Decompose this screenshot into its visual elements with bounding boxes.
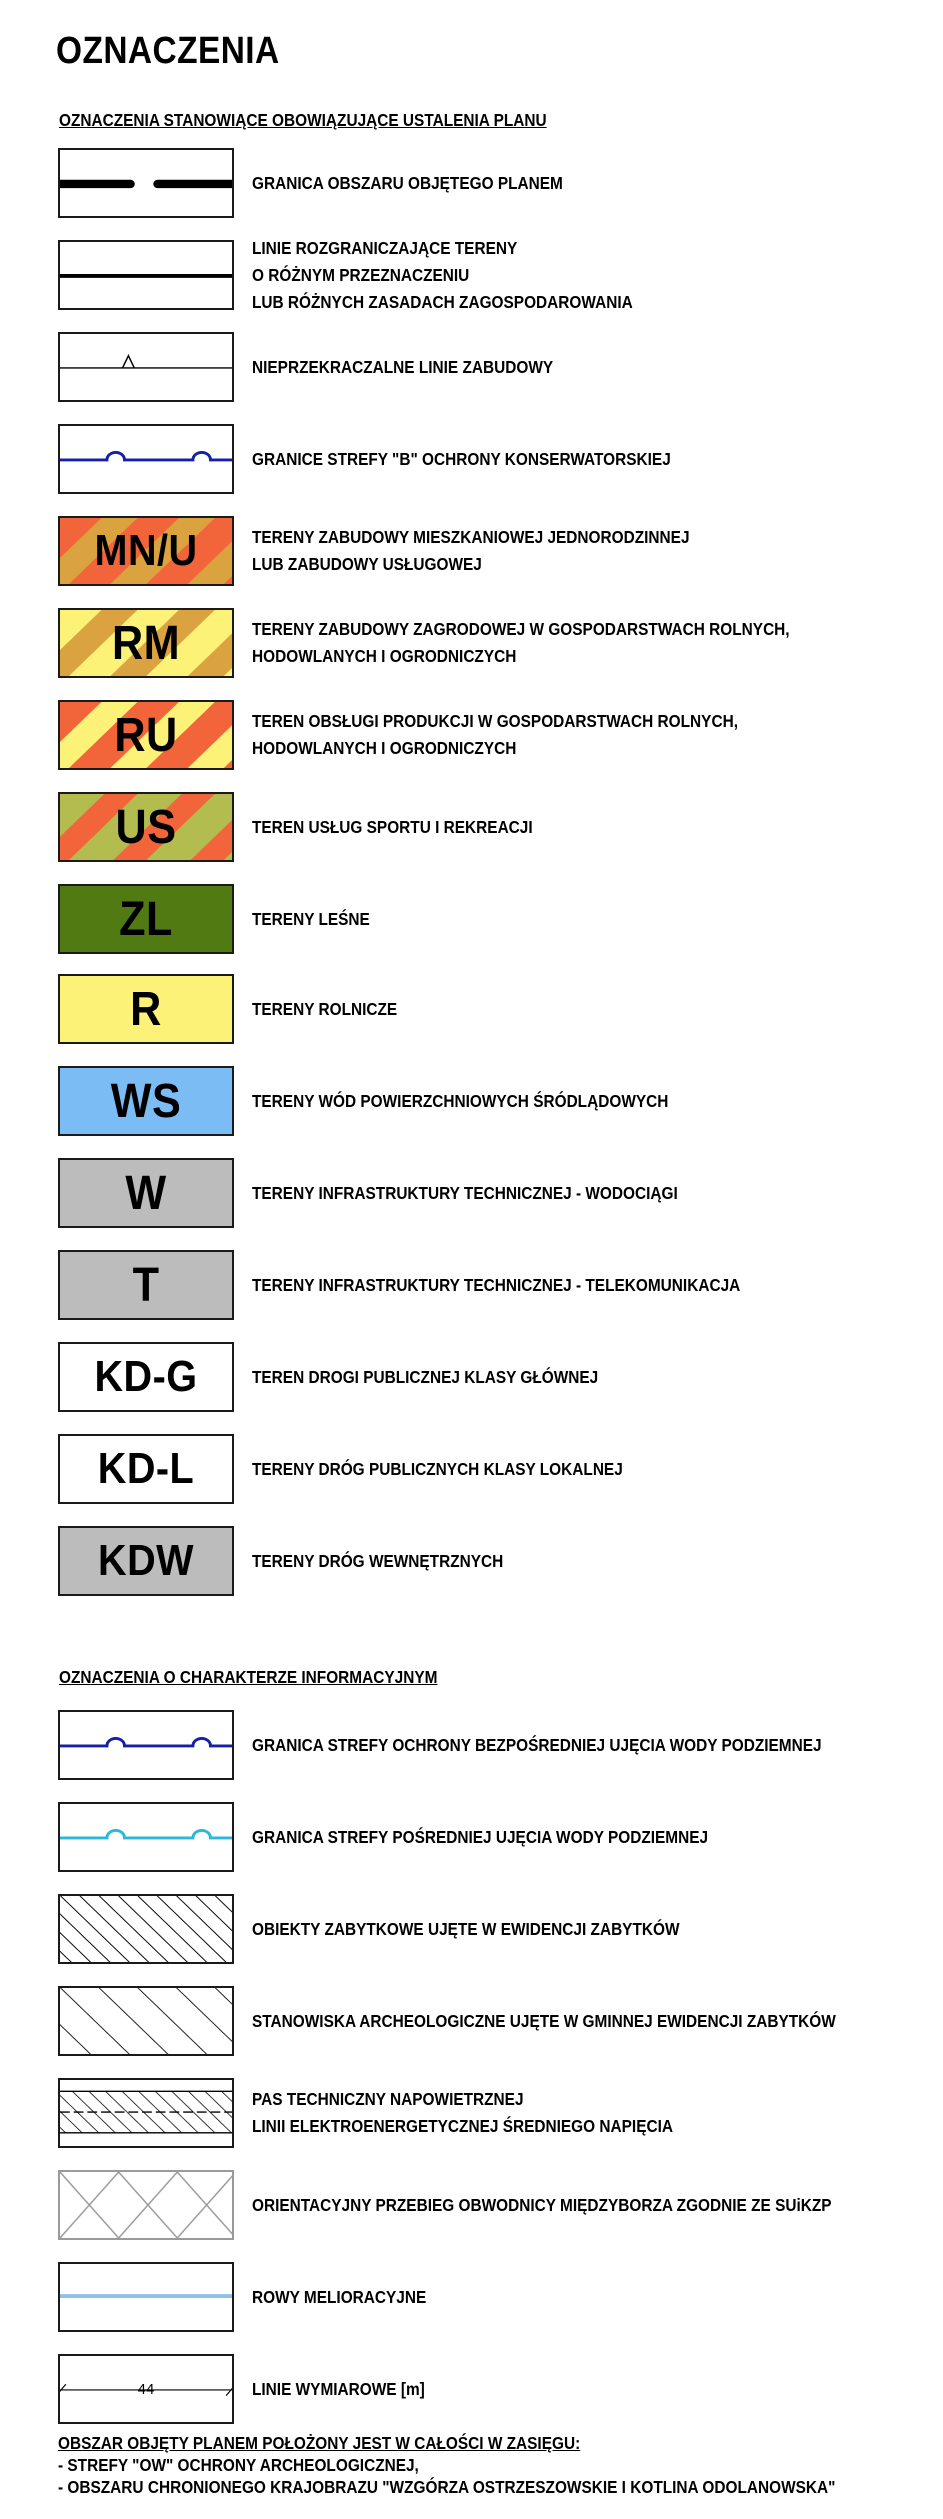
coverage-note-heading: OBSZAR OBJĘTY PLANEM POŁOŻONY JEST W CAŁOŚCI W ZASIĘGU: xyxy=(58,2433,581,2453)
legend-desc: LINIE WYMIAROWE [m] xyxy=(252,2379,425,2399)
w-code: W xyxy=(125,1166,167,1220)
zl-code: ZL xyxy=(119,892,173,946)
legend-desc: OBIEKTY ZABYTKOWE UJĘTE W EWIDENCJI ZABYTKÓW xyxy=(252,1919,680,1939)
legend-desc: LINIE ROZGRANICZAJĄCE TERENY O RÓŻNYM PRZEZNACZENIU LUB RÓŻNYCH ZASADACH ZAGOSPODAROWANIA xyxy=(252,238,633,312)
us-code: US xyxy=(115,800,177,854)
legend-desc: TERENY LEŚNE xyxy=(252,909,370,929)
building-line-symbol xyxy=(58,332,234,402)
legend-title: OZNACZENIA xyxy=(56,30,280,72)
mn-u-code: MN/U xyxy=(94,526,198,575)
legend-desc: GRANICA OBSZARU OBJĘTEGO PLANEM xyxy=(252,173,563,193)
drainage-ditch-line-symbol xyxy=(58,2262,234,2332)
legend-desc: TEREN OBSŁUGI PRODUKCJI W GOSPODARSTWACH ROLNYCH, HODOWLANYCH I OGRODNICZYCH xyxy=(252,711,738,758)
legend-desc: TERENY INFRASTRUKTURY TECHNICZNEJ - WODOCIĄGI xyxy=(252,1183,678,1203)
r-swatch xyxy=(58,974,234,1044)
legend-desc: ORIENTACYJNY PRZEBIEG OBWODNICY MIĘDZYBORZA ZGODNIE ZE SUiKZP xyxy=(252,2195,832,2215)
us-swatch xyxy=(58,792,234,862)
legend-desc: PAS TECHNICZNY NAPOWIETRZNEJ LINII ELEKTROENERGETYCZNEJ ŚREDNIEGO NAPIĘCIA xyxy=(252,2089,673,2136)
legend-desc: TERENY DRÓG WEWNĘTRZNYCH xyxy=(252,1551,504,1571)
legend-desc: TEREN DROGI PUBLICZNEJ KLASY GŁÓWNEJ xyxy=(252,1367,599,1387)
conservation-zone-line-symbol xyxy=(58,424,234,494)
ru-swatch xyxy=(58,700,234,770)
kd-g-swatch xyxy=(58,1342,234,1412)
legend-desc: TERENY DRÓG PUBLICZNYCH KLASY LOKALNEJ xyxy=(252,1459,623,1479)
section-heading-binding: OZNACZENIA STANOWIĄCE OBOWIĄZUJĄCE USTALENIA PLANU xyxy=(59,110,547,130)
rm-code: RM xyxy=(111,616,181,670)
coverage-note xyxy=(58,2432,835,2498)
kd-l-code: KD-L xyxy=(97,1444,195,1493)
power-line-strip-symbol xyxy=(58,2078,234,2148)
dimension-line-symbol xyxy=(58,2354,234,2424)
coverage-note-item: - OBSZARU CHRONIONEGO KRAJOBRAZU "WZGÓRZA OSTRZESZOWSKIE I KOTLINA ODOLANOWSKA" xyxy=(58,2477,836,2497)
direct-protection-line-symbol xyxy=(58,1710,234,1780)
legend-desc: TERENY INFRASTRUKTURY TECHNICZNEJ - TELEKOMUNIKACJA xyxy=(252,1275,741,1295)
kd-l-swatch xyxy=(58,1434,234,1504)
mn-u-swatch xyxy=(58,516,234,586)
coverage-note-item: - STREFY "OW" OCHRONY ARCHEOLOGICZNEJ, xyxy=(58,2455,419,2475)
legend-desc: TERENY ZABUDOWY MIESZKANIOWEJ JEDNORODZINNEJ LUB ZABUDOWY USŁUGOWEJ xyxy=(252,527,690,574)
rm-swatch xyxy=(58,608,234,678)
legend-desc: GRANICE STREFY "B" OCHRONY KONSERWATORSKIEJ xyxy=(252,449,671,469)
legend-desc: GRANICA STREFY POŚREDNIEJ UJĘCIA WODY PODZIEMNEJ xyxy=(252,1827,709,1847)
t-code: T xyxy=(132,1258,160,1312)
kdw-swatch xyxy=(58,1526,234,1596)
plan-boundary-symbol xyxy=(58,148,234,218)
dimension-value: 44 xyxy=(137,2381,155,2398)
legend-desc: TEREN USŁUG SPORTU I REKREACJI xyxy=(252,817,533,837)
bypass-crosshatch-symbol xyxy=(58,2170,234,2240)
t-swatch xyxy=(58,1250,234,1320)
w-swatch xyxy=(58,1158,234,1228)
legend-desc: ROWY MELIORACYJNE xyxy=(252,2287,427,2307)
legend-desc: NIEPRZEKRACZALNE LINIE ZABUDOWY xyxy=(252,357,554,377)
ws-swatch xyxy=(58,1066,234,1136)
heritage-objects-hatch-symbol xyxy=(58,1894,234,1964)
indirect-protection-line-symbol xyxy=(58,1802,234,1872)
legend-desc: STANOWISKA ARCHEOLOGICZNE UJĘTE W GMINNEJ EWIDENCJI ZABYTKÓW xyxy=(252,2011,836,2031)
legend-desc: TERENY WÓD POWIERZCHNIOWYCH ŚRÓDLĄDOWYCH xyxy=(252,1091,669,1111)
archaeological-sites-hatch-symbol xyxy=(58,1986,234,2056)
legend-desc: GRANICA STREFY OCHRONY BEZPOŚREDNIEJ UJĘCIA WODY PODZIEMNEJ xyxy=(252,1735,822,1755)
dividing-line-symbol xyxy=(58,240,234,310)
kdw-code: KDW xyxy=(98,1536,194,1585)
section-heading-info: OZNACZENIA O CHARAKTERZE INFORMACYJNYM xyxy=(59,1667,438,1687)
ru-code: RU xyxy=(114,708,178,762)
legend-desc: TERENY ZABUDOWY ZAGRODOWEJ W GOSPODARSTWACH ROLNYCH, HODOWLANYCH I OGRODNICZYCH xyxy=(252,619,790,666)
r-code: R xyxy=(130,982,162,1036)
legend-desc: TERENY ROLNICZE xyxy=(252,999,398,1019)
kd-g-code: KD-G xyxy=(94,1352,198,1401)
zl-swatch xyxy=(58,884,234,954)
ws-code: WS xyxy=(110,1074,182,1128)
